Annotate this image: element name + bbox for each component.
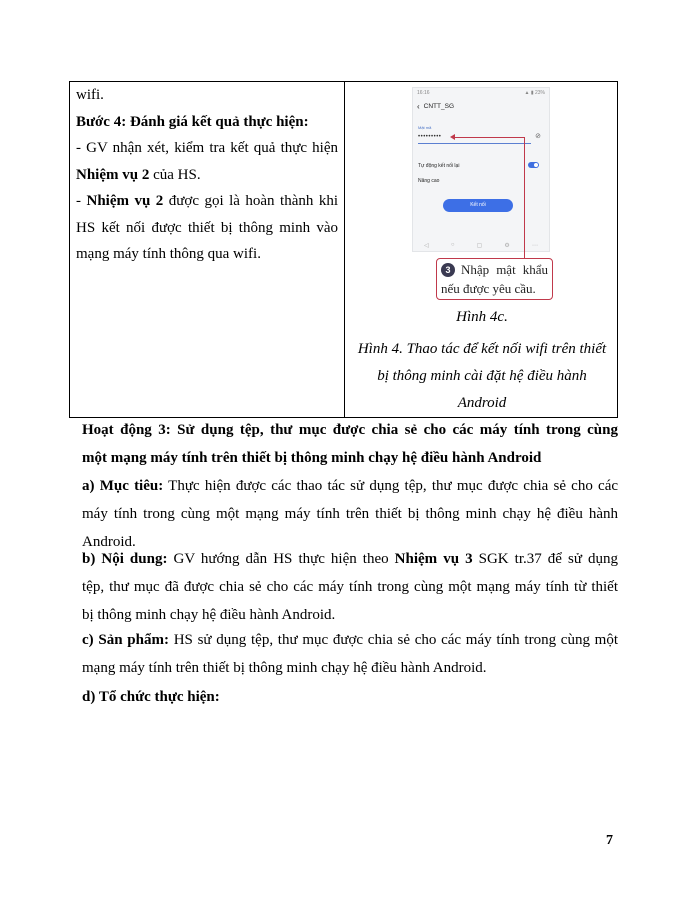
page-number: 7: [606, 833, 613, 848]
left-line-3: - GV nhận xét, kiểm tra kết quả thực hiện: [76, 140, 338, 156]
password-label: Mật mã: [418, 125, 432, 130]
left-line-5: - Nhiệm vụ 2 được gọi là hoàn thành khi: [76, 193, 338, 209]
table-right-cell: [345, 82, 619, 418]
phone-screenshot: [412, 87, 550, 252]
pointer-arrow-line: [453, 137, 524, 138]
left-line-7: mạng máy tính thông qua wifi.: [76, 246, 261, 262]
advanced-label: Nâng cao: [418, 178, 440, 184]
password-underline: [418, 143, 531, 144]
section-c-product: c) Sản phẩm: HS sử dụng tệp, thư mục được chia sẻ cho các máy tính trong cùng một mạng máy tính trên thiết bị thông minh chạy hệ điều hành Android.: [82, 632, 619, 676]
pointer-arrow-head: [450, 134, 455, 140]
step-number-badge: 3: [441, 263, 455, 277]
step-3-callout: [436, 258, 553, 300]
nav-icon: ◁: [424, 242, 429, 249]
section-b-content: b) Nội dung: GV hướng dẫn HS thực hiện theo Nhiệm vụ 3 SGK tr.37 để sử dụng tệp, thư mục đã được chia sẻ cho các máy tính trong cùng một mạng máy tính từ thiết bị thông minh chạy hệ điều hành Android.: [82, 551, 619, 623]
phone-nav-bar: [413, 239, 549, 251]
network-name: CNTT_SG: [423, 103, 455, 110]
nav-icon: ⋯: [531, 242, 538, 249]
nav-icon: ▢: [476, 242, 483, 249]
activity-3-heading: Hoạt động 3: Sử dụng tệp, thư mục được chia sẻ cho các máy tính trong cùng một mạng máy tính trên thiết bị thông minh chạy hệ điều hành Android: [82, 422, 618, 466]
callout-line-1: Nhập mật khẩu: [461, 262, 548, 277]
table-left-cell: [76, 82, 338, 268]
phone-status-bar: 16:16 ▲ ▮ 23%: [417, 90, 545, 96]
callout-line-2: nếu được yêu cầu.: [441, 281, 536, 296]
step-4-heading: Bước 4: Đánh giá kết quả thực hiện:: [76, 113, 309, 130]
auto-reconnect-label: Tự động kết nối lại: [418, 163, 460, 169]
left-line-4: Nhiệm vụ 2 của HS.: [76, 166, 201, 183]
content-table: [69, 81, 618, 418]
nav-icon: ○: [450, 242, 455, 248]
section-d-organization: d) Tổ chức thực hiện:: [82, 689, 220, 705]
figure-4c-caption: Hình 4c.: [456, 309, 508, 325]
figure-4-caption: Hình 4. Thao tác để kết nối wifi trên thiết bị thông minh cài đặt hệ điều hành Android: [357, 341, 607, 411]
eye-hidden-icon: ⊘: [535, 133, 541, 140]
back-arrow-icon: ‹: [417, 102, 420, 111]
left-line-1: wifi.: [76, 87, 104, 103]
left-line-6: HS kết nối được thiết bị thông minh vào: [76, 219, 338, 236]
auto-reconnect-toggle: [528, 162, 539, 168]
connect-button: Kết nối: [443, 199, 513, 212]
nav-icon: ⚙: [504, 242, 510, 249]
password-field: •••••••••: [418, 134, 442, 140]
phone-header: [417, 102, 454, 111]
section-a-objective: a) Mục tiêu: Thực hiện được các thao tác sử dụng tệp, thư mục được chia sẻ cho các máy tính trong cùng một mạng máy tính trên thiết bị thông minh chạy hệ điều hành Android.: [82, 478, 619, 550]
